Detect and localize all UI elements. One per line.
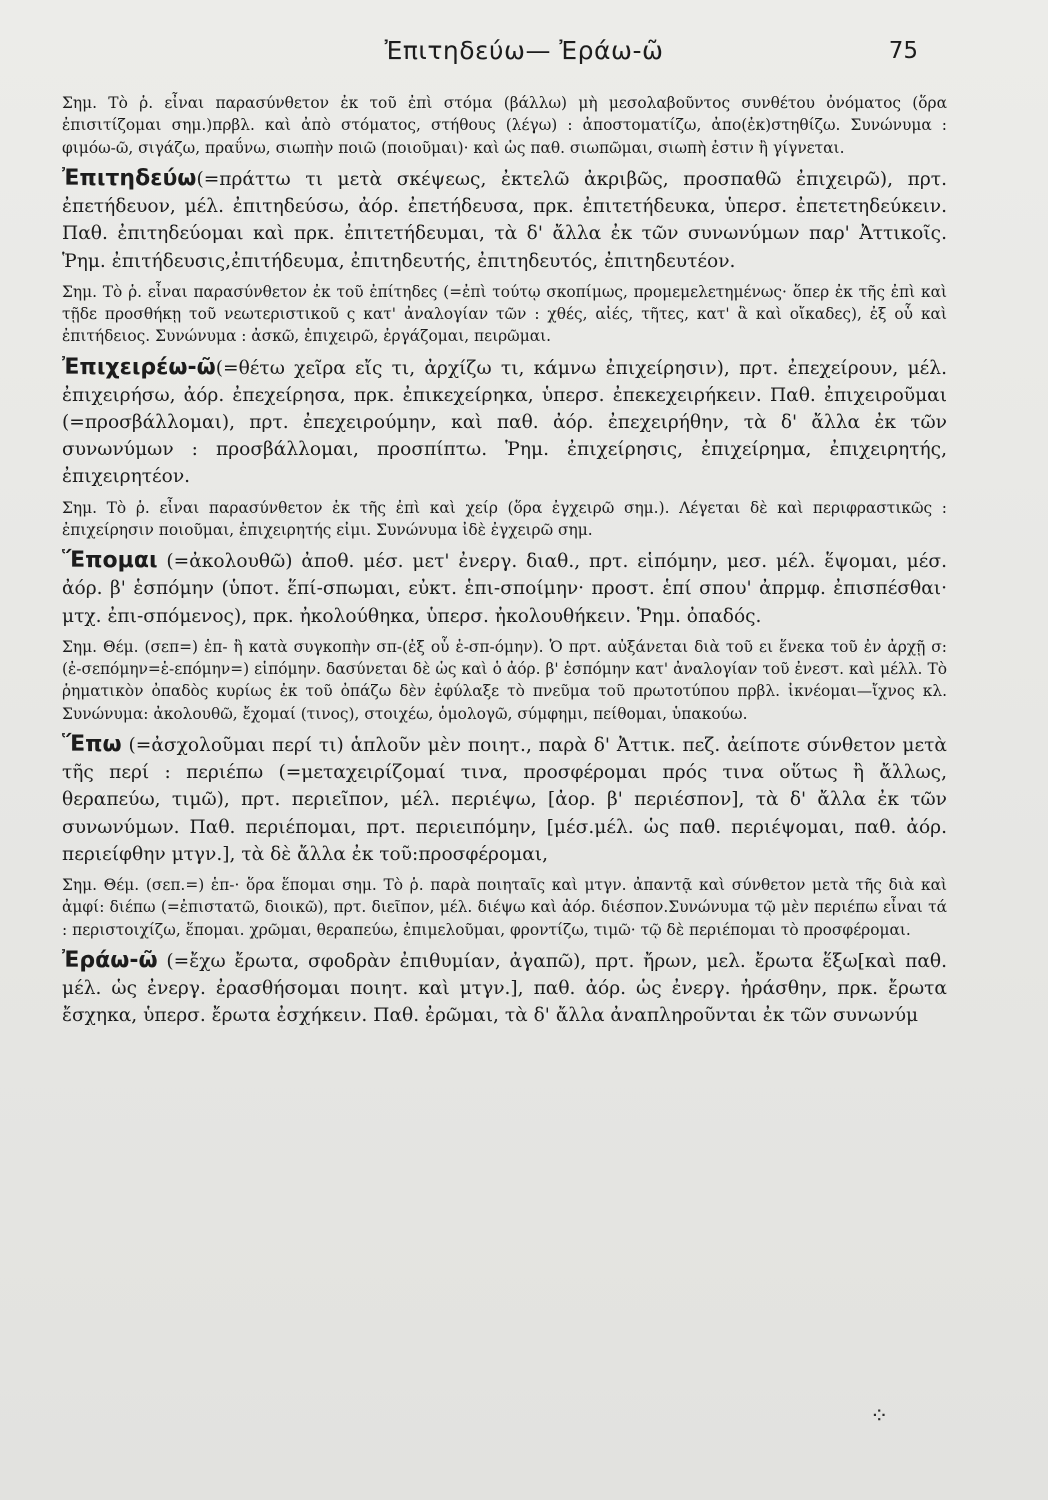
entry-headword: Ἐράω-ῶ [62, 947, 158, 973]
dictionary-body [62, 92, 947, 1036]
entry-text: (=θέτω χεῖρα εἴς τι, ἀρχίζω τι, κάμνω ἐπιχείρησιν), πρτ. ἐπεχείρουν, μέλ. ἐπιχειρήσω, ἀόρ. ἐπεχείρησα, πρκ. ἐπικεχείρηκα, ὑπερσ. ἐπεκεχειρήκειν. Παθ. ἐπιχειροῦμαι (=προσβάλλομαι), πρτ. ἐπεχειρούμην, καὶ παθ. ἀόρ. ἐπεχειρήθην, τὰ δ' ἄλλα ἐκ τῶν συνωνύμων : προσβάλλομαι, προσπίπτω. Ῥημ. ἐπιχείρησις, ἐπιχείρημα, ἐπιχειρητής, ἐπιχειρητέον. [62, 357, 947, 488]
entry-headword: Ἕπομαι [62, 548, 158, 574]
dictionary-entry [62, 165, 947, 275]
dictionary-entry [62, 947, 947, 1030]
note-text: Σημ. Τὸ ῥ. εἶναι παρασύνθετον ἐκ τοῦ ἐπίτηδες (=ἐπὶ τούτῳ σκοπίμως, προμεμελετημένως· ὅπερ ἐκ τῆς ἐπὶ καὶ τῇδε προσθήκῃ τοῦ νεωτεριστικοῦ ς κατ' ἀναλογίαν τῶν : χθές, αἰές, τῆτες, κατ' ἃ καὶ οἴκαδες), ἐξ οὗ καὶ ἐπιτήδειος. Συνώνυμα : ἀσκῶ, ἐπιχειρῶ, ἐργάζομαι, πειρῶμαι. [62, 282, 947, 346]
entry-text: (=πράττω τι μετὰ σκέψεως, ἐκτελῶ ἀκριβῶς, προσπαθῶ ἐπιχειρῶ), πρτ. ἐπετήδευον, μέλ. ἐπιτηδεύσω, ἀόρ. ἐπετήδευσα, πρκ. ἐπιτετήδευκα, ὑπερσ. ἐπετετηδεύκειν. Παθ. ἐπιτηδεύομαι καὶ πρκ. ἐπιτετήδευμαι, τὰ δ' ἄλλα ἐκ τῶν συνωνύμων παρ' Ἀττικοῖς. Ῥημ. ἐπιτήδευσις,ἐπιτήδευμα, ἐπιτηδευτής, ἐπιτηδευτός, ἐπιτηδευτέον. [62, 168, 947, 272]
entry-headword: Ἕπω [62, 732, 122, 757]
note-text: Σημ. Θέμ. (σεπ.=) ἑπ-· ὅρα ἕπομαι σημ. Τὸ ῥ. παρὰ ποιηταῖς καὶ μτγν. ἀπαντᾷ καὶ σύνθετον μετὰ τῆς διὰ καὶ ἀμφί: διέπω (=ἐπιστατῶ, διοικῶ), πρτ. διεῖπον, μέλ. διέψω καὶ ἀόρ. διέσπον.Συνώνυμα τῷ μὲν περιέπω εἶναι τά : περιστοιχίζω, ἕπομαι. χρῶμαι, θεραπεύω, ἐπιμελοῦμαι, φροντίζω, τιμῶ· τῷ δὲ περιέπομαι τὸ προσφέρομαι. [62, 876, 947, 939]
note-text: Σημ. Τὸ ῥ. εἶναι παρασύνθετον ἐκ τῆς ἐπὶ καὶ χείρ (ὅρα ἐγχειρῶ σημ.). Λέγεται δὲ καὶ περιφραστικῶς : ἐπιχείρησιν ποιοῦμαι, ἐπιχειρητής εἰμι. Συνώνυμα ἰδὲ ἐγχειρῶ σημ. [62, 498, 947, 539]
entry-headword: Ἐπιτηδεύω [62, 165, 197, 191]
page-header [60, 36, 988, 76]
dictionary-entry [62, 354, 947, 491]
entry-headword: Ἐπιχειρέω-ῶ [62, 354, 216, 380]
note-paragraph [62, 92, 947, 159]
note-paragraph [62, 636, 947, 725]
entry-text: (=ἔχω ἔρωτα, σφοδρὰν ἐπιθυμίαν, ἀγαπῶ), πρτ. ἤρων, μελ. ἔρωτα ἕξω[καὶ παθ. μέλ. ὡς ἐνεργ. ἐρασθήσομαι ποιητ. καὶ μτγν.], παθ. ἀόρ. ὡς ἐνεργ. ἠράσθην, πρκ. ἔρωτα ἔσχηκα, ὑπερσ. ἔρωτα ἐσχήκειν. Παθ. ἐρῶμαι, τὰ δ' ἄλλα ἀναπληροῦνται ἐκ τῶν συνωνύμ [62, 950, 947, 1027]
entry-text: (=ἀκολουθῶ) ἀποθ. μέσ. μετ' ἐνεργ. διαθ., πρτ. εἱπόμην, μεσ. μέλ. ἕψομαι, μέσ. ἀόρ. β' ἑσπόμην (ὑποτ. ἕπί-σπωμαι, εὐκτ. ἑπι-σποίμην· προστ. ἑπί σπου' ἀπρμφ. ἐπισπέσθαι· μτχ. ἐπι-σπόμενος), πρκ. ἠκολούθηκα, ὑπερσ. ἠκολουθήκειν. Ῥημ. ὀπαδός. [62, 551, 947, 627]
running-title: Ἐπιτηδεύω— Ἐράω-ῶ [384, 36, 664, 65]
note-text: Σημ. Θέμ. (σεπ=) ἑπ- ἢ κατὰ συγκοπὴν σπ-(ἐξ οὗ ἑ-σπ-όμην). Ὁ πρτ. αὐξάνεται διὰ τοῦ ει ἕνεκα τοῦ ἐν ἀρχῇ σ: (ἐ-σεπόμην=ἑ-επόμην=) εἱπόμην. δασύνεται δὲ ὡς καὶ ὁ ἀόρ. β' ἑσπόμην κατ' ἀναλογίαν τοῦ ἐνεστ. καὶ μέλλ. Τὸ ῥηματικὸν ὀπαδὸς κυρίως ἐκ τοῦ ὀπάζω δὲν ἐφύλαξε τὸ πνεῦμα τοῦ πρωτοτύπου πρβλ. ἰκνέομαι—ἴχνος κλ. Συνώνυμα: ἀκολουθῶ, ἔχομαί (τινος), στοιχέω, ὁμολογῶ, σύμφημι, πείθομαι, ὑπακούω. [62, 637, 947, 723]
note-paragraph [62, 874, 947, 941]
page-number: 75 [888, 38, 918, 64]
note-text: Σημ. Τὸ ῥ. εἶναι παρασύνθετον ἐκ τοῦ ἐπὶ στόμα (βάλλω) μὴ μεσολαβοῦντος συνθέτου ὀνόματος (ὅρα ἐπισιτίζομαι σημ.)πρβλ. καὶ ἀπὸ στόματος, στήθους (λέγω) : ἀποστοματίζω, ἀπο(ἐκ)στηθίζω. Συνώνυμα : φιμόω-ῶ, σιγάζω, πραΰνω, σιωπὴν ποιῶ (ποιοῦμαι)· καὶ ὡς παθ. σιωπῶμαι, σιωπὴ ἐστιν ἢ γίγνεται. [62, 94, 947, 157]
dictionary-entry [62, 547, 947, 630]
dictionary-entry [62, 731, 947, 868]
note-paragraph [62, 497, 947, 542]
entry-text: (=ἀσχολοῦμαι περί τι) ἁπλοῦν μὲν ποιητ., παρὰ δ' Ἀττικ. πεζ. ἀείποτε σύνθετον μετὰ τῆς περί : περιέπω (=μεταχειρίζομαί τινα, προσφέρομαι πρός τινα οὕτως ἢ ἄλλως, θεραπεύω, τιμῶ), πρτ. περιεῖπον, μέλ. περιέψω, [ἀορ. β' περιέσπον], τὰ δ' ἄλλα ἐκ τῶν συνωνύμων. Παθ. περιέπομαι, πρτ. περιειπόμην, [μέσ.μέλ. ὡς παθ. περιέψομαι, παθ. ἀόρ. περιείφθην μτγν.], τὰ δὲ ἄλλα ἐκ τοῦ:προσφέρομαι, [62, 735, 947, 865]
note-paragraph [62, 281, 947, 348]
ink-specks: ⁘ [870, 1404, 889, 1429]
